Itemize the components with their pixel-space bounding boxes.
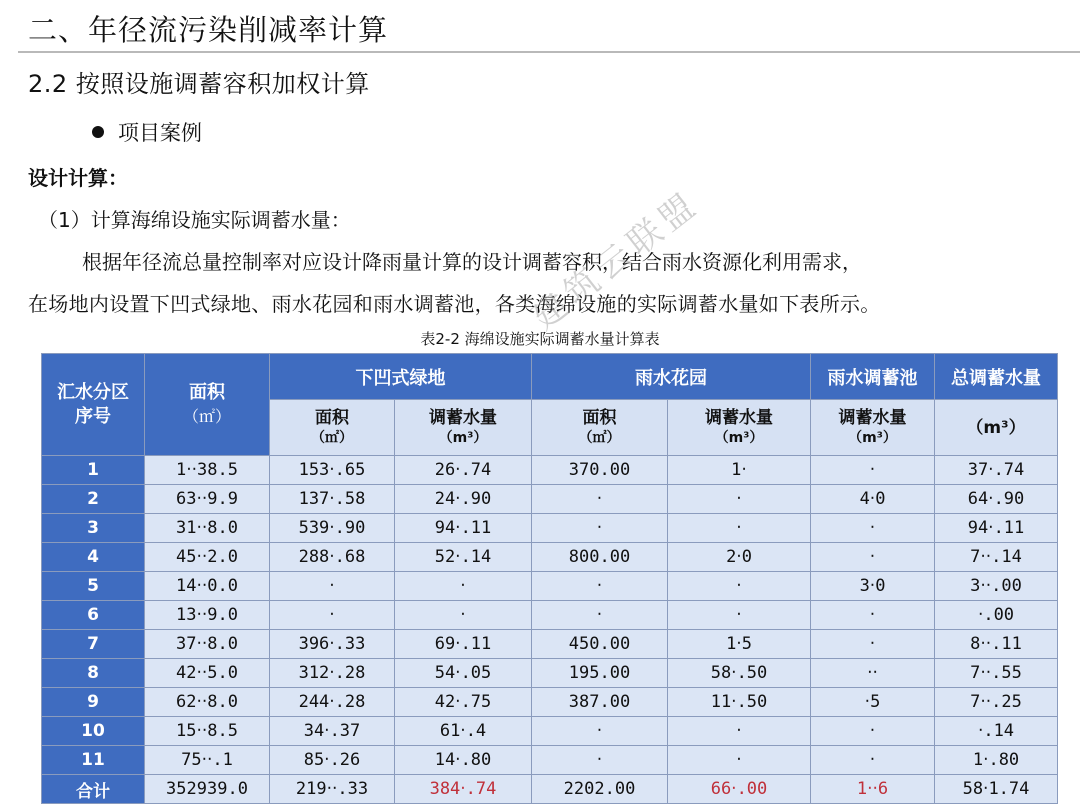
section-title: 二、年径流污染削减率计算 [28, 13, 389, 47]
cell-sunken-volume: 14‧.80 [395, 746, 532, 775]
cell-area: 31‧‧8.0 [145, 514, 270, 543]
header-sunken-greenland: 下凹式绿地 [270, 354, 532, 400]
cell-garden-volume: ‧ [668, 572, 811, 601]
table-row [42, 601, 1058, 630]
cell-sunken-area: 137‧.58 [270, 485, 395, 514]
cell-garden-volume: 58‧.50 [668, 659, 811, 688]
cell-pool-volume: ‧ [811, 746, 935, 775]
cell-pool-volume: ‧5 [811, 688, 935, 717]
row-index: 8 [42, 659, 145, 688]
cell-garden-area: 370.00 [532, 456, 668, 485]
subheader-label: 调蓄水量 [429, 407, 497, 428]
row-index: 2 [42, 485, 145, 514]
subheader-unit: （㎡） [578, 429, 621, 446]
cell-total-volume: 3‧‧.00 [935, 572, 1058, 601]
header-area-unit: （㎡） [182, 406, 231, 426]
cell-total-volume: 7‧‧.25 [935, 688, 1058, 717]
table-row [42, 485, 1058, 514]
cell-sunken-area: ‧ [270, 572, 395, 601]
row-index: 9 [42, 688, 145, 717]
cell-pool-volume: 3‧0 [811, 572, 935, 601]
cell-pool-volume: ‧ [811, 630, 935, 659]
cell-sunken-volume: 69‧.11 [395, 630, 532, 659]
cell-garden-area: ‧ [532, 485, 668, 514]
table-row [42, 746, 1058, 775]
table-row [42, 456, 1058, 485]
cell-sunken-area: 396‧.33 [270, 630, 395, 659]
cell-pool-volume: ‧ [811, 456, 935, 485]
cell-sunken-area: ‧ [270, 601, 395, 630]
cell-area: 1‧‧38.5 [145, 456, 270, 485]
paragraph-line-2: 在场地内设置下凹式绿地、雨水花园和雨水调蓄池，各类海绵设施的实际调蓄水量如下表所示。 [28, 292, 881, 316]
total-area: 352939.0 [145, 775, 270, 804]
cell-garden-volume: 1‧ [668, 456, 811, 485]
header-area-label: 面积 [189, 381, 225, 403]
bullet-item-label: 项目案例 [118, 121, 202, 145]
row-index: 5 [42, 572, 145, 601]
total-pool-volume: 1‧‧6 [811, 775, 935, 804]
subheader-garden-volume [668, 400, 811, 456]
title-divider [18, 51, 1080, 53]
subheader-label: 面积 [315, 407, 349, 428]
cell-total-volume: 37‧.74 [935, 456, 1058, 485]
subheader-garden-area [532, 400, 668, 456]
subheader-unit: （m³） [714, 429, 764, 446]
subheader-label: 调蓄水量 [705, 407, 773, 428]
cell-area: 13‧‧9.0 [145, 601, 270, 630]
subheader-unit: （m³） [438, 429, 488, 446]
cell-sunken-volume: 26‧.74 [395, 456, 532, 485]
total-sunken-volume: 384‧.74 [395, 775, 532, 804]
cell-garden-volume: 2‧0 [668, 543, 811, 572]
cell-area: 62‧‧8.0 [145, 688, 270, 717]
table-row [42, 514, 1058, 543]
cell-garden-area: ‧ [532, 514, 668, 543]
cell-garden-volume: ‧ [668, 485, 811, 514]
row-index: 4 [42, 543, 145, 572]
table-row [42, 688, 1058, 717]
cell-garden-area: ‧ [532, 746, 668, 775]
storage-volume-table [41, 353, 1058, 804]
table-row [42, 717, 1058, 746]
cell-sunken-volume: 94‧.11 [395, 514, 532, 543]
cell-total-volume: 94‧.11 [935, 514, 1058, 543]
table-row [42, 659, 1058, 688]
total-sunken-area: 219‧‧.33 [270, 775, 395, 804]
table-total-row [42, 775, 1058, 804]
cell-total-volume: ‧.14 [935, 717, 1058, 746]
subsection-title: 2.2 按照设施调蓄容积加权计算 [28, 70, 370, 98]
cell-garden-area: 195.00 [532, 659, 668, 688]
cell-sunken-area: 85‧.26 [270, 746, 395, 775]
cell-sunken-area: 244‧.28 [270, 688, 395, 717]
cell-total-volume: ‧.00 [935, 601, 1058, 630]
subheader-unit: （m³） [848, 429, 897, 446]
row-index: 6 [42, 601, 145, 630]
cell-sunken-volume: 61‧.4 [395, 717, 532, 746]
cell-total-volume: 8‧‧.11 [935, 630, 1058, 659]
cell-garden-area: 450.00 [532, 630, 668, 659]
cell-total-volume: 1‧.80 [935, 746, 1058, 775]
table-row [42, 630, 1058, 659]
cell-garden-volume: 11‧.50 [668, 688, 811, 717]
bullet-dot-icon [92, 126, 104, 138]
cell-garden-volume: ‧ [668, 717, 811, 746]
row-index: 3 [42, 514, 145, 543]
header-area [145, 354, 270, 456]
subheader-unit: （㎡） [311, 429, 353, 446]
cell-garden-area: 800.00 [532, 543, 668, 572]
cell-pool-volume: 4‧0 [811, 485, 935, 514]
header-zone: 汇水分区序号 [42, 354, 145, 456]
cell-sunken-area: 312‧.28 [270, 659, 395, 688]
cell-pool-volume: ‧ [811, 514, 935, 543]
cell-area: 15‧‧8.5 [145, 717, 270, 746]
cell-area: 75‧‧.1 [145, 746, 270, 775]
cell-sunken-area: 539‧.90 [270, 514, 395, 543]
cell-garden-volume: ‧ [668, 514, 811, 543]
cell-garden-area: ‧ [532, 601, 668, 630]
subheader-sunken-volume [395, 400, 532, 456]
step-label: （1）计算海绵设施实际调蓄水量： [38, 208, 351, 232]
paragraph-line-1: 根据年径流总量控制率对应设计降雨量计算的设计调蓄容积，结合雨水资源化利用需求， [82, 250, 862, 274]
header-storage-pool: 雨水调蓄池 [811, 354, 935, 400]
cell-garden-area: 387.00 [532, 688, 668, 717]
cell-sunken-volume: 24‧.90 [395, 485, 532, 514]
row-index: 11 [42, 746, 145, 775]
table-row [42, 572, 1058, 601]
table-body [42, 456, 1058, 804]
cell-sunken-volume: ‧ [395, 601, 532, 630]
header-total-volume: 总调蓄水量 [935, 354, 1058, 400]
header-rain-garden: 雨水花园 [532, 354, 811, 400]
cell-garden-volume: ‧ [668, 601, 811, 630]
cell-pool-volume: ‧ [811, 601, 935, 630]
cell-area: 14‧‧0.0 [145, 572, 270, 601]
row-index: 7 [42, 630, 145, 659]
cell-area: 45‧‧2.0 [145, 543, 270, 572]
total-garden-area: 2202.00 [532, 775, 668, 804]
cell-sunken-volume: ‧ [395, 572, 532, 601]
row-index: 1 [42, 456, 145, 485]
subheader-label: 调蓄水量 [838, 407, 907, 428]
cell-sunken-area: 34‧.37 [270, 717, 395, 746]
total-garden-volume: 66‧.00 [668, 775, 811, 804]
cell-pool-volume: ‧ [811, 717, 935, 746]
watermark-text: 建筑云联盟 [524, 183, 708, 338]
cell-garden-volume: ‧ [668, 746, 811, 775]
bullet-item [92, 117, 202, 147]
cell-area: 37‧‧8.0 [145, 630, 270, 659]
cell-total-volume: 7‧‧.14 [935, 543, 1058, 572]
cell-area: 42‧‧5.0 [145, 659, 270, 688]
cell-garden-volume: 1‧5 [668, 630, 811, 659]
total-total-volume: 58‧1.74 [935, 775, 1058, 804]
cell-sunken-area: 153‧.65 [270, 456, 395, 485]
cell-sunken-volume: 42‧.75 [395, 688, 532, 717]
subheader-total-unit: （m³） [935, 400, 1058, 456]
cell-total-volume: 7‧‧.55 [935, 659, 1058, 688]
subheader-label: 面积 [582, 407, 617, 428]
table-row [42, 543, 1058, 572]
cell-pool-volume: ‧ [811, 543, 935, 572]
cell-area: 63‧‧9.9 [145, 485, 270, 514]
subheader-sunken-area [270, 400, 395, 456]
cell-total-volume: 64‧.90 [935, 485, 1058, 514]
cell-pool-volume: ‧‧ [811, 659, 935, 688]
table-caption: 表2-2 海绵设施实际调蓄水量计算表 [420, 330, 660, 348]
design-heading: 设计计算： [28, 166, 128, 190]
subheader-pool-volume [811, 400, 935, 456]
cell-sunken-volume: 52‧.14 [395, 543, 532, 572]
cell-garden-area: ‧ [532, 572, 668, 601]
cell-sunken-volume: 54‧.05 [395, 659, 532, 688]
total-label: 合计 [42, 775, 145, 804]
row-index: 10 [42, 717, 145, 746]
cell-garden-area: ‧ [532, 717, 668, 746]
cell-sunken-area: 288‧.68 [270, 543, 395, 572]
